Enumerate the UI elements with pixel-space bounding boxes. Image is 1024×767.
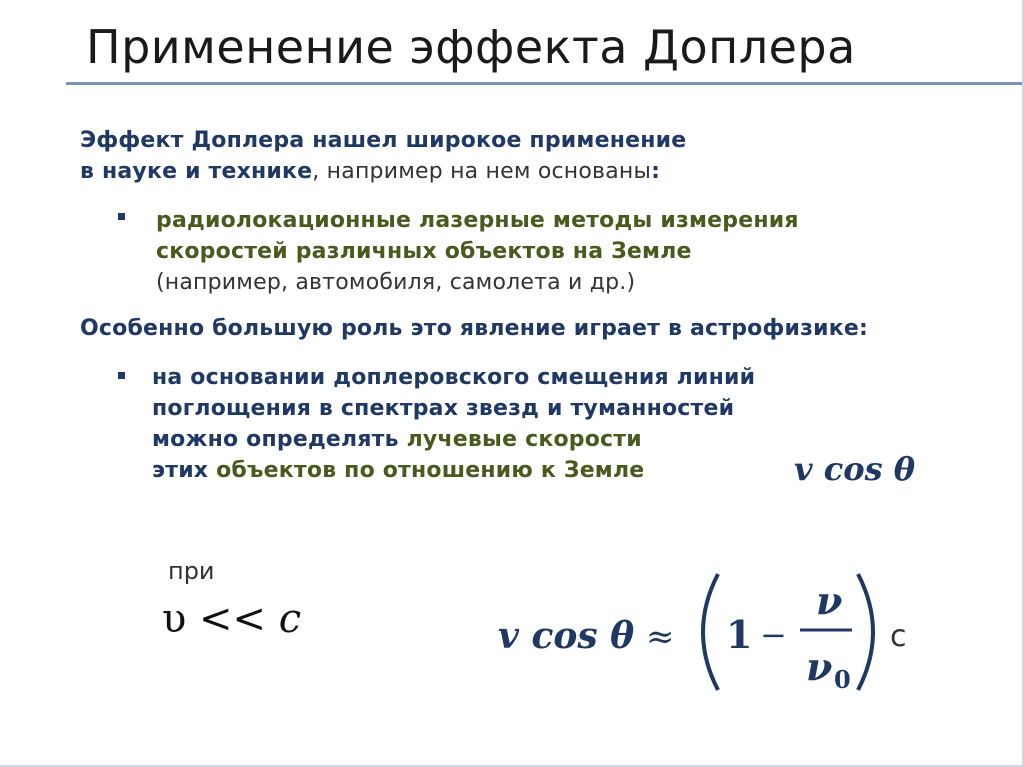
- left-paren: [703, 574, 718, 690]
- condition-lhs: υ <<: [162, 596, 279, 642]
- title-underline: [66, 82, 1024, 85]
- bullet-marker-1: [118, 213, 125, 220]
- formula-approx: ≈: [646, 617, 675, 657]
- bullet-marker-2: [118, 372, 125, 379]
- bullet-2-line-3-green: лучевые скорости: [406, 427, 642, 452]
- bullet-2-line-3-dark: можно определять: [152, 427, 407, 452]
- intro-paragraph: [80, 125, 686, 187]
- intro-line-2: [80, 156, 686, 187]
- radial-velocity-expression: v cos θ: [794, 450, 916, 488]
- bullet-1-line-3: (например, автомобиля, самолета и др.): [156, 270, 636, 295]
- formula-denominator: ν: [806, 644, 833, 689]
- bullet-1-text: [156, 205, 799, 298]
- bullet-2-line-2: поглощения в спектрах звезд и туманностей: [152, 396, 735, 421]
- doppler-formula: [494, 566, 924, 706]
- bullet-2-line-4-dark: этих: [152, 458, 217, 483]
- formula-numerator: ν: [816, 578, 843, 623]
- bullet-1-line-2: скоростей различных объектов на Земле: [156, 239, 692, 264]
- astrophysics-paragraph: Особенно большую роль это явление играет в астрофизике:: [80, 316, 868, 341]
- intro-normal-phrase: , например на нем основаны: [312, 159, 652, 184]
- intro-line-1: Эффект Доплера нашел широкое применение: [80, 128, 687, 153]
- condition-c: c: [278, 596, 302, 642]
- bullet-2-line-1: на основании доплеровского смещения линий: [152, 365, 756, 390]
- condition-word: при: [168, 557, 215, 585]
- condition-expression: [162, 596, 301, 642]
- formula-denominator-subscript: 0: [834, 665, 851, 694]
- slide-title: Применение эффекта Доплера: [86, 20, 856, 74]
- bullet-2-line-4-green: объектов по отношению к Земле: [216, 458, 645, 483]
- intro-colon: :: [651, 159, 661, 184]
- intro-bold-phrase: в науке и технике: [80, 159, 313, 184]
- formula-minus: −: [760, 616, 787, 654]
- right-paren: [858, 574, 873, 690]
- formula-one: 1: [726, 612, 753, 657]
- bullet-1-line-1: радиолокационные лазерные методы измерения: [156, 208, 799, 233]
- bullet-2-text: [152, 362, 755, 486]
- bullet-2-line-4: [152, 455, 755, 486]
- bullet-2-line-3: [152, 424, 755, 455]
- formula-c: c: [890, 619, 907, 654]
- formula-lhs: v cos θ: [498, 615, 635, 657]
